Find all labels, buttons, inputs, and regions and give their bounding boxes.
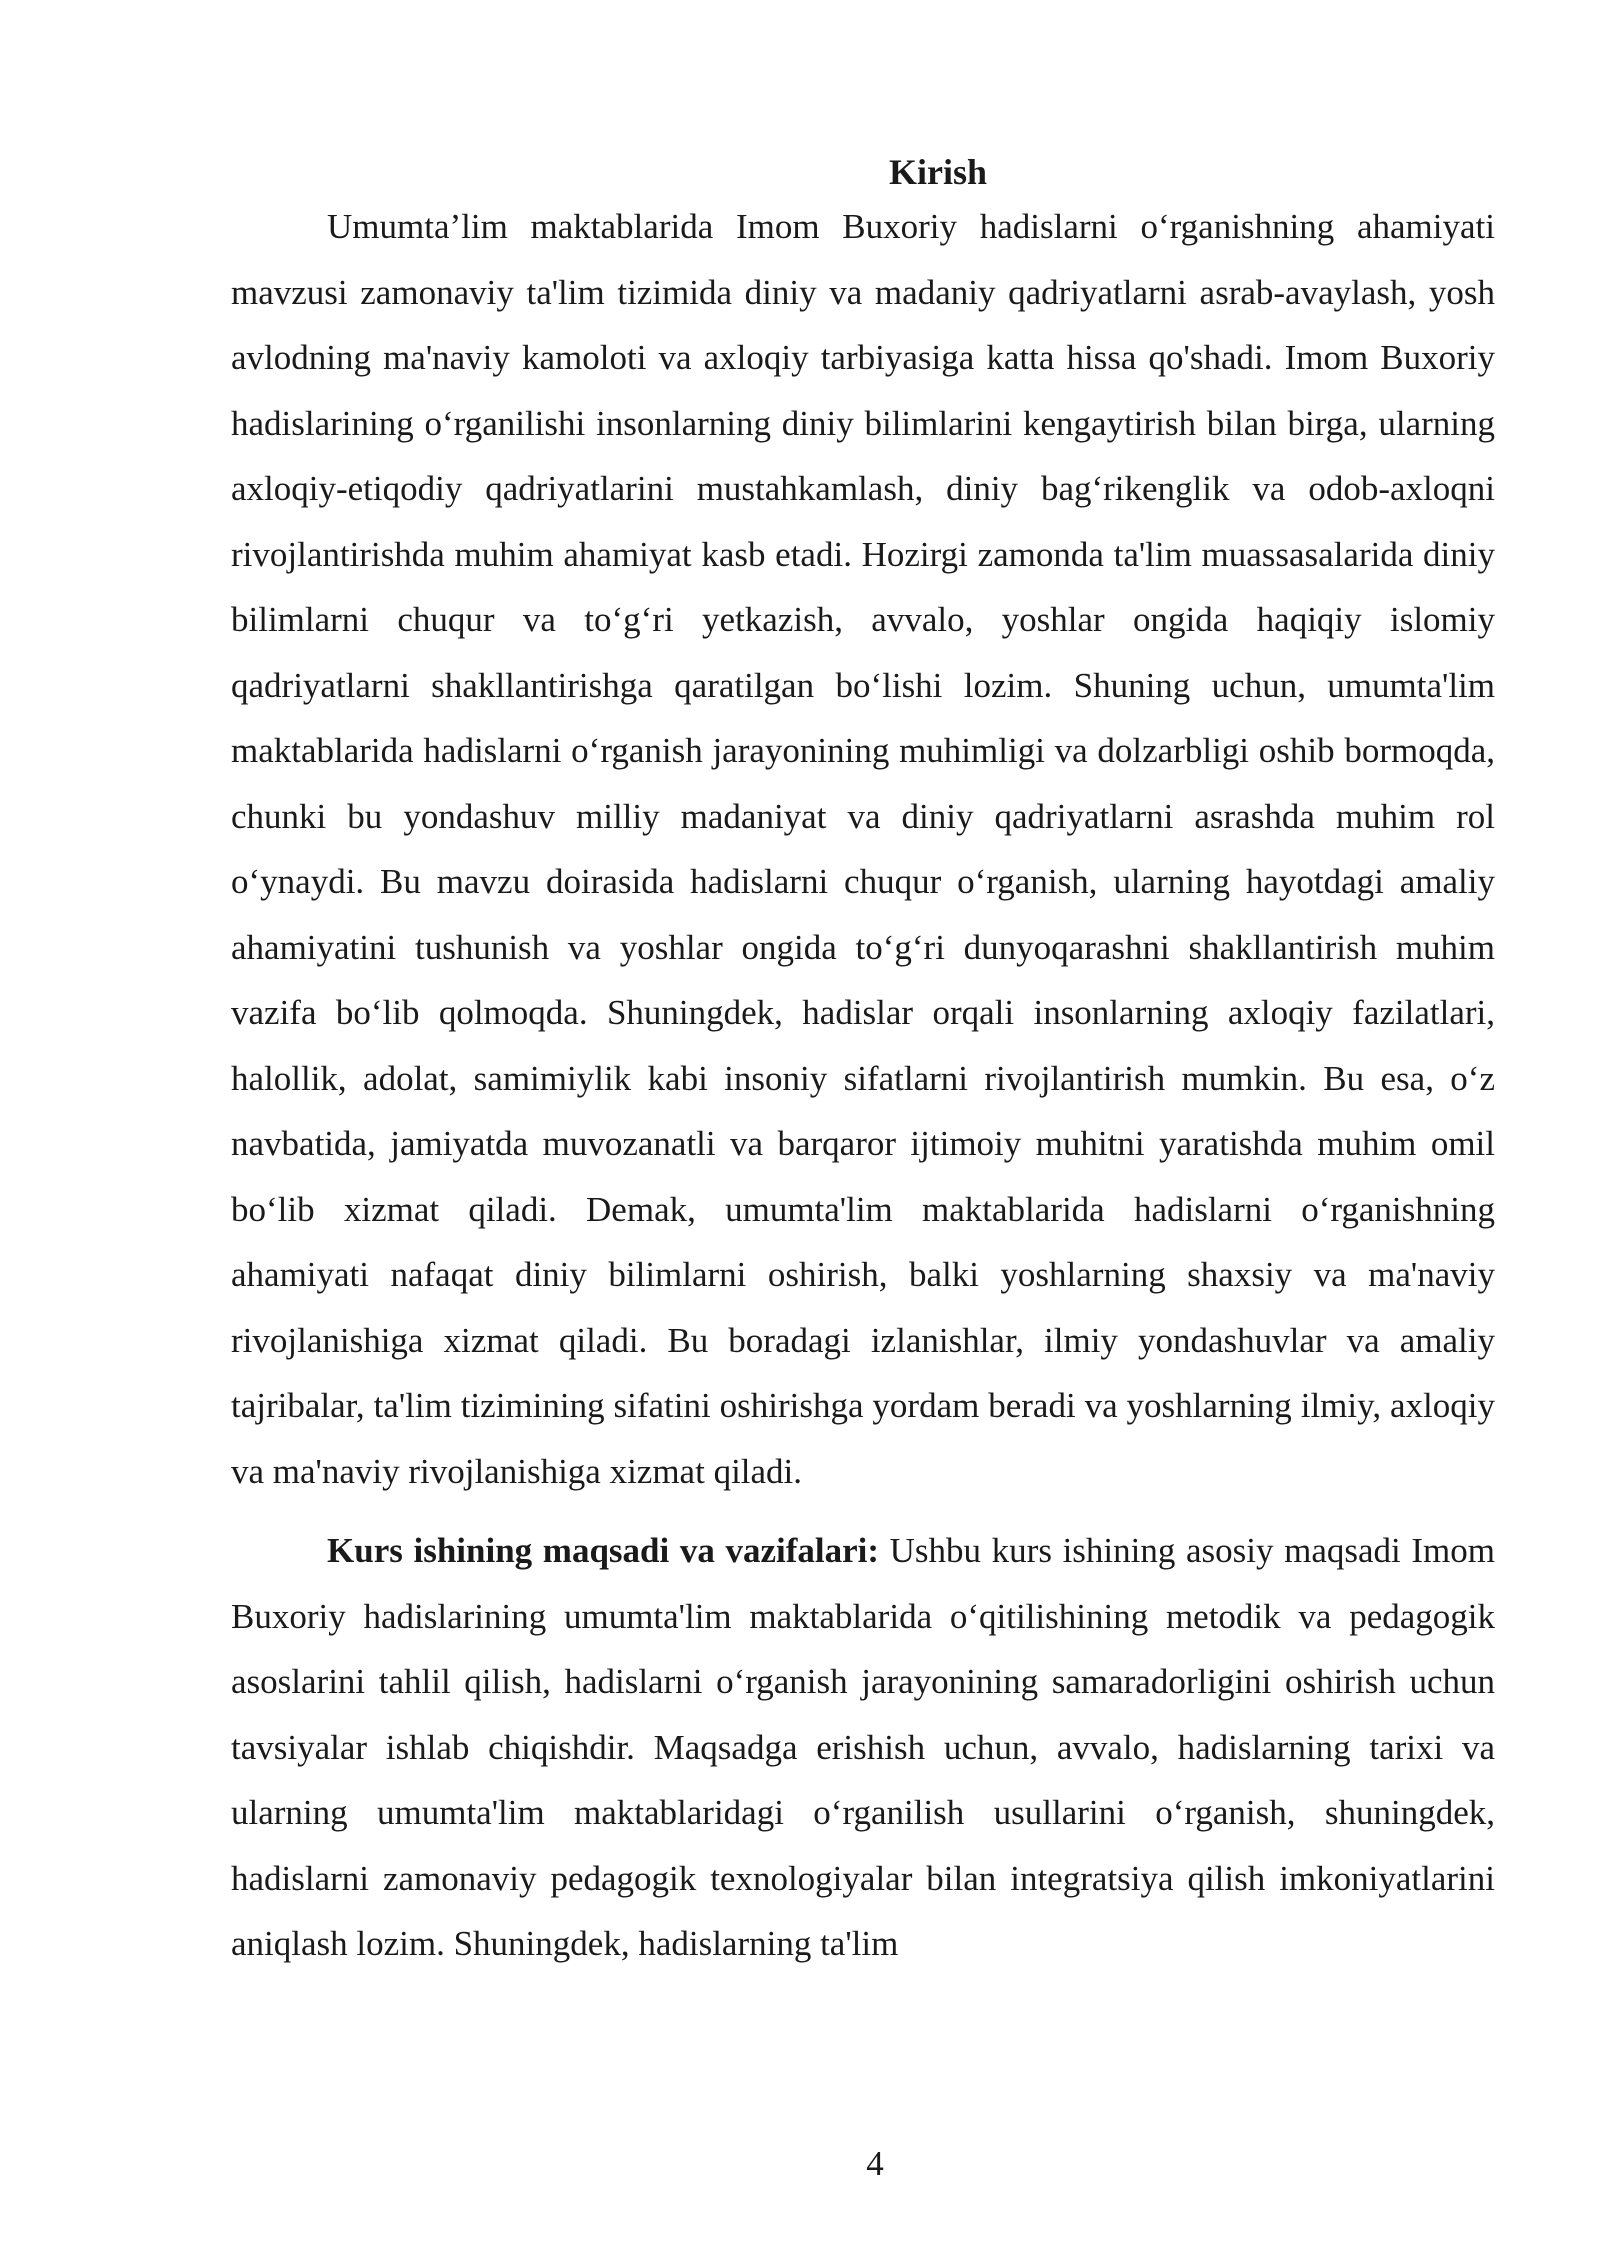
paragraph-course-goals (231, 1518, 1495, 1977)
document-page (231, 150, 1495, 1977)
paragraph-text: Ushbu kurs ishining asosiy maqsadi Imom Buxoriy hadislarining umumta'lim maktablarida o‘qitilishining metodik va pedagogik asoslarini tahlil qilish, hadislarni o‘rganish jarayonining samaradorligini oshirish uchun tavsiyalar ishlab chiqishdir. Maqsadga erishish uchun, avvalo, hadislarning tarixi va ularning umumta'lim maktablaridagi o‘rganilish usullarini o‘rganish, shuningdek, hadislarni zamonaviy pedagogik texnologiyalar bilan integratsiya qilish imkoniyatlarini aniqlash lozim. Shuningdek, hadislarning ta'lim (231, 1531, 1495, 1963)
section-heading: Kirish (888, 152, 987, 192)
page-number: 4 (866, 2144, 884, 2183)
paragraph-introduction (231, 194, 1495, 1504)
paragraph-lead: Kurs ishining maqsadi va vazifalari: (327, 1531, 880, 1570)
paragraph-text: Umumta’lim maktablarida Imom Buxoriy hadislarni o‘rganishning ahamiyati mavzusi zamonaviy ta'lim tizimida diniy va madaniy qadriyatlarni asrab-avaylash, yosh avlodning ma'naviy kamoloti va axloqiy tarbiyasiga katta hissa qo'shadi. Imom Buxoriy hadislarining o‘rganilishi insonlarning diniy bilimlarini kengaytirish bilan birga, ularning axloqiy-etiqodiy qadriyatlarini mustahkamlash, diniy bag‘rikenglik va odob-axloqni rivojlantirishda muhim ahamiyat kasb etadi. Hozirgi zamonda ta'lim muassasalarida diniy bilimlarni chuqur va to‘g‘ri yetkazish, avvalo, yoshlar ongida haqiqiy islomiy qadriyatlarni shakllantirishga qaratilgan bo‘lishi lozim. Shuning uchun, umumta'lim maktablarida hadislarni o‘rganish jarayonining muhimligi va dolzarbligi oshib bormoqda, chunki bu yondashuv milliy madaniyat va diniy qadriyatlarni asrashda muhim rol o‘ynaydi. Bu mavzu doirasida hadislarni chuqur o‘rganish, ularning hayotdagi amaliy ahamiyatini tushunish va yoshlar ongida to‘g‘ri dunyoqarashni shakllantirish muhim vazifa bo‘lib qolmoqda. Shuningdek, hadislar orqali insonlarning axloqiy fazilatlari, halollik, adolat, samimiylik kabi insoniy sifatlarni rivojlantirish mumkin. Bu esa, o‘z navbatida, jamiyatda muvozanatli va barqaror ijtimoiy muhitni yaratishda muhim omil bo‘lib xizmat qiladi. Demak, umumta'lim maktablarida hadislarni o‘rganishning ahamiyati nafaqat diniy bilimlarni oshirish, balki yoshlarning shaxsiy va ma'naviy rivojlanishiga xizmat qiladi. Bu boradagi izlanishlar, ilmiy yondashuvlar va amaliy tajribalar, ta'lim tizimining sifatini oshirishga yordam beradi va yoshlarning ilmiy, axloqiy va ma'naviy rivojlanishiga xizmat qiladi. (231, 207, 1495, 1491)
